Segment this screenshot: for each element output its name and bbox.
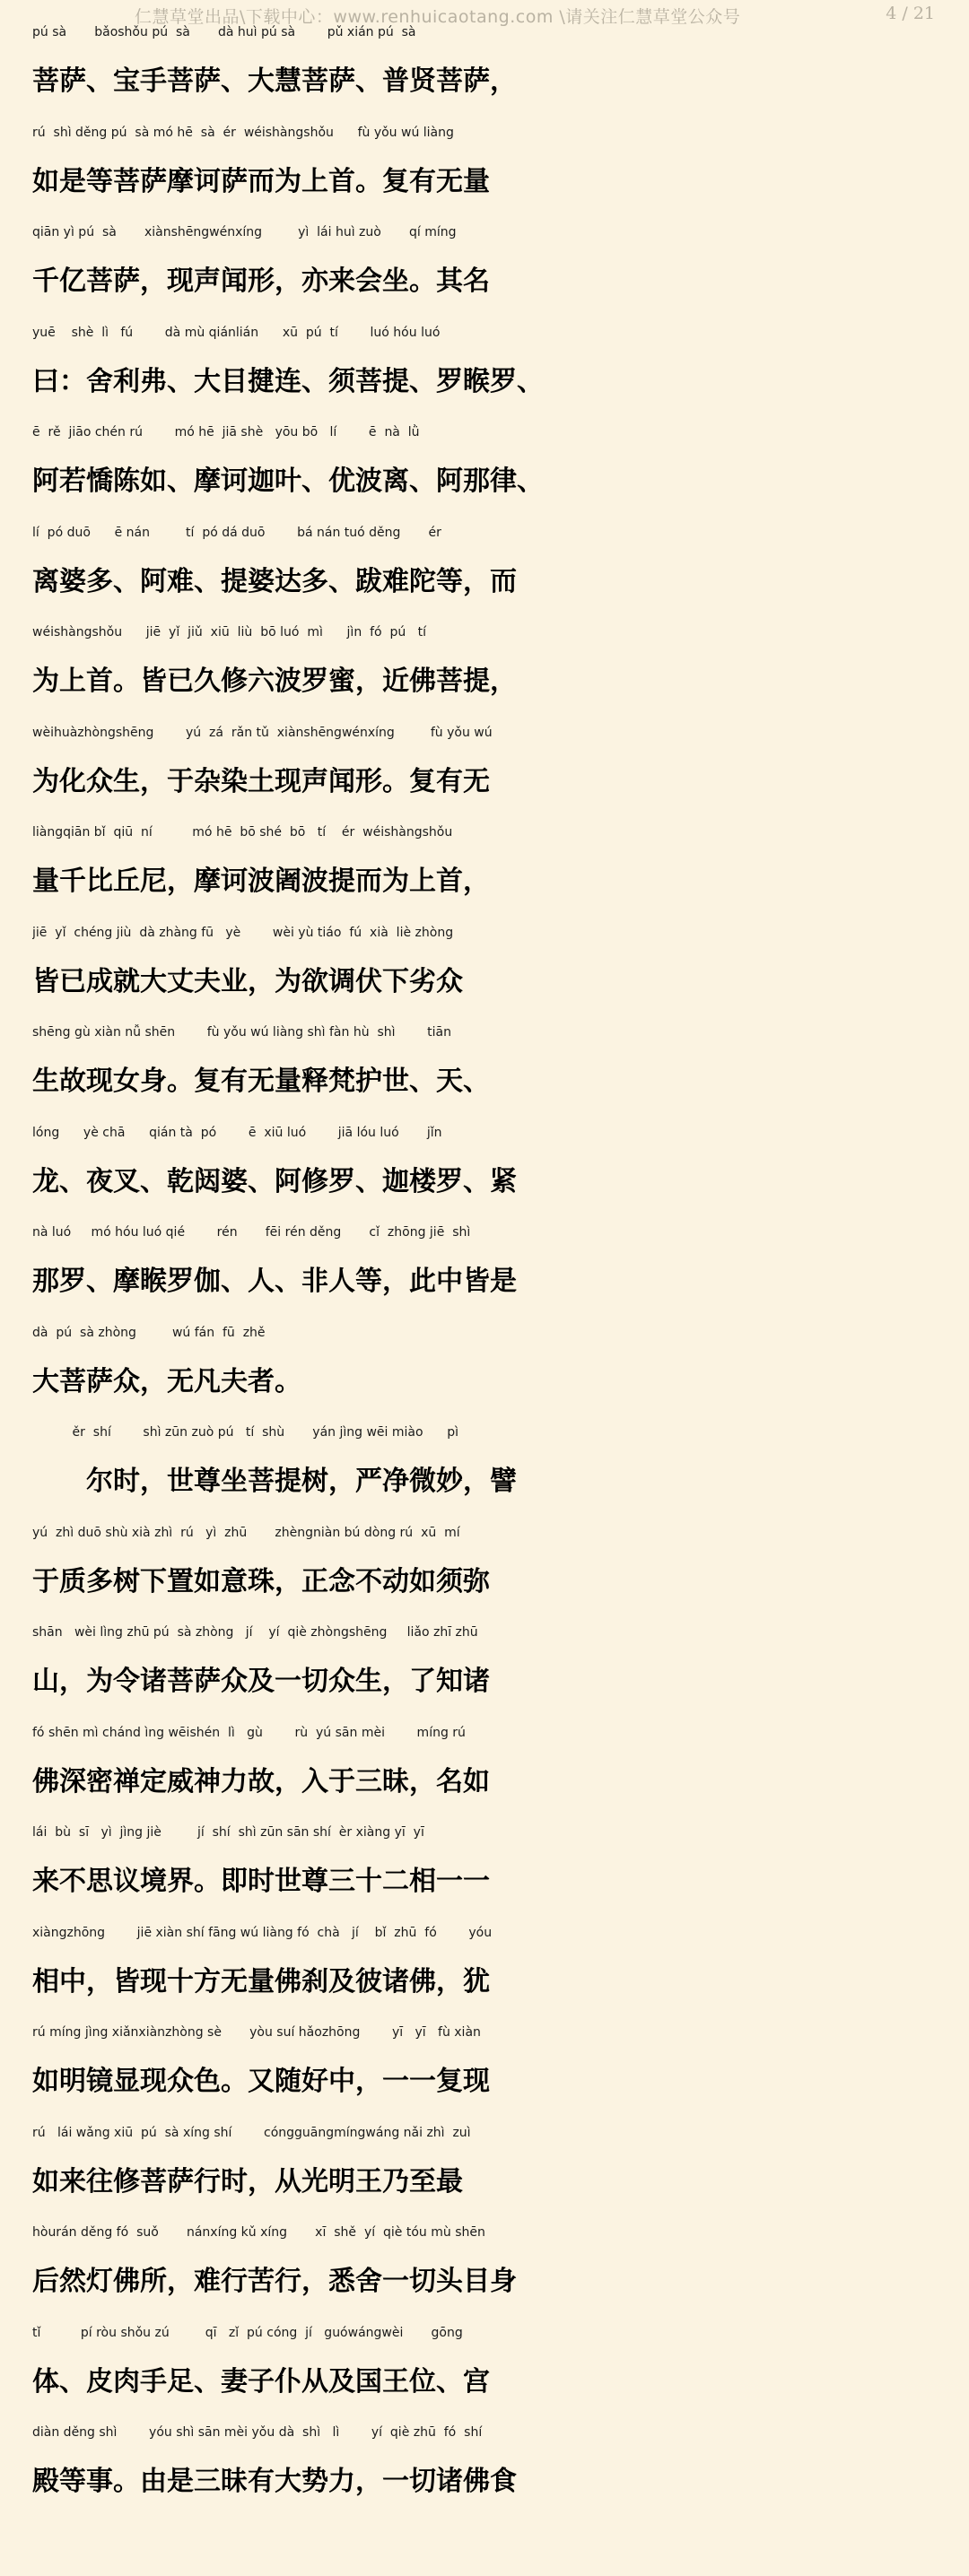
hanzi-line: 于质多树下置如意珠，正念不动如须弥 [32, 1565, 490, 1597]
pinyin-line: rú lái wǎng xiū pú sà xíng shí cóngguāngmíngwáng nǎi zhì zuì [32, 2125, 471, 2140]
hanzi-line: 来不思议境界。即时世尊三十二相一一 [32, 1866, 490, 1897]
pinyin-line: rú shì děng pú sà mó hē sà ér wéishàngshǒu fù yǒu wú liàng [32, 125, 454, 140]
pinyin-line: dà pú sà zhòng wú fán fū zhě [32, 1325, 266, 1340]
hanzi-line: 量千比丘尼，摩诃波阇波提而为上首， [32, 866, 490, 897]
hanzi-line: 如明镜显现众色。又随好中，一一复现 [32, 2066, 490, 2097]
hanzi-line: 山，为令诸菩萨众及一切众生，了知诸 [32, 1666, 490, 1697]
hanzi-line: 如是等菩萨摩诃萨而为上首。复有无量 [32, 165, 490, 197]
hanzi-line: 生故现女身。复有无量释梵护世、天、 [32, 1066, 490, 1097]
text-line [32, 616, 938, 715]
hanzi-line: 佛深密禅定威神力故，入于三昧，名如 [32, 1765, 490, 1797]
text-line [32, 517, 938, 615]
pinyin-line: rú míng jìng xiǎnxiànzhòng sè yòu suí hǎozhōng yī yī fù xiàn [32, 2025, 481, 2040]
text-line [32, 816, 938, 915]
text-line [32, 2117, 938, 2215]
text-line [32, 1216, 938, 1315]
pinyin-line: wéishàngshǒu jiē yǐ jiǔ xiū liù bō luó mì jìn fó pú tí [32, 625, 426, 640]
pinyin-line: liàngqiān bǐ qiū ní mó hē bō shé bō tí ér wéishàngshǒu [32, 825, 453, 840]
pinyin-line: qiān yì pú sà xiànshēngwénxíng yì lái huì zuò qí míng [32, 225, 457, 239]
hanzi-line: 为上首。皆已久修六波罗蜜，近佛菩提， [32, 666, 517, 697]
text-line [32, 2317, 938, 2415]
pinyin-line: diàn děng shì yóu shì sān mèi yǒu dà shì lì yí qiè zhū fó shí [32, 2425, 483, 2440]
text-line [32, 1317, 938, 1415]
hanzi-line: 菩萨、宝手菩萨、大慧菩萨、普贤菩萨， [32, 65, 517, 97]
text-line [32, 317, 938, 415]
pinyin-line: wèihuàzhòngshēng yú zá rǎn tǔ xiànshēngwénxíng fù yǒu wú [32, 725, 493, 740]
hanzi-line: 离婆多、阿难、提婆达多、跋难陀等，而 [32, 565, 517, 597]
text-line [32, 117, 938, 215]
hanzi-line: 皆已成就大丈夫业，为欲调伏下劣众 [32, 965, 463, 997]
page-number: 4 / 21 [886, 4, 935, 23]
pinyin-line: shān wèi lìng zhū pú sà zhòng jí yí qiè zhòngshēng liǎo zhī zhū [32, 1625, 478, 1640]
hanzi-line: 如来往修菩萨行时，从光明王乃至最 [32, 2165, 463, 2197]
hanzi-line: 殿等事。由是三昧有大势力，一切诸佛食 [32, 2466, 517, 2497]
text-line [32, 216, 938, 315]
text-line [32, 1416, 938, 1515]
pinyin-line: lí pó duō ē nán tí pó dá duō bá nán tuó děng ér [32, 525, 441, 540]
text-line [32, 2416, 938, 2515]
text-line [32, 1917, 938, 2015]
hanzi-line: 相中，皆现十方无量佛刹及彼诸佛，犹 [32, 1965, 490, 1997]
hanzi-line: 体、皮肉手足、妻子仆从及国王位、宫 [32, 2365, 490, 2398]
text-line [32, 416, 938, 515]
pinyin-line: lái bù sī yì jìng jiè jí shí shì zūn sān shí èr xiàng yī yī [32, 1825, 424, 1840]
pinyin-line: hòurán děng fó suǒ nánxíng kǔ xíng xī shě yí qiè tóu mù shēn [32, 2225, 485, 2240]
hanzi-line: 为化众生，于杂染土现声闻形。复有无 [32, 765, 490, 797]
text-line [32, 1117, 938, 1215]
text-line [32, 2016, 938, 2115]
hanzi-line: 尔时，世尊坐菩提树，严净微妙，譬 [32, 1466, 517, 1497]
hanzi-line: 大菩萨众，无凡夫者。 [32, 1365, 301, 1397]
text-line [32, 16, 938, 115]
hanzi-line: 后然灯佛所，难行苦行，悉舍一切头目身 [32, 2266, 517, 2297]
text-line [32, 1517, 938, 1615]
pinyin-line: fó shēn mì chánd ìng wēishén lì gù rù yú sān mèi míng rú [32, 1725, 466, 1740]
pinyin-line: ěr shí shì zūn zuò pú tí shù yán jìng wēi miào pì [32, 1425, 459, 1440]
text-line [32, 1816, 938, 1915]
header-text: 仁慧草堂出品\下载中心：www.renhuicaotang.com \请关注仁慧草堂公众号 [135, 7, 741, 27]
pinyin-line: xiàngzhōng jiē xiàn shí fāng wú liàng fó chà jí bǐ zhū fó yóu [32, 1925, 493, 1940]
hanzi-line: 那罗、摩睺罗伽、人、非人等，此中皆是 [32, 1266, 517, 1297]
hanzi-line: 千亿菩萨，现声闻形，亦来会坐。其名 [32, 265, 490, 297]
hanzi-line: 曰：舍利弗、大目揵连、须菩提、罗睺罗、 [32, 365, 544, 397]
text-line [32, 717, 938, 815]
text-line [32, 917, 938, 1015]
text-line [32, 2216, 938, 2315]
pinyin-line: jiē yǐ chéng jiù dà zhàng fū yè wèi yù tiáo fú xià liè zhòng [32, 925, 454, 940]
pinyin-line: yú zhì duō shù xià zhì rú yì zhū zhèngniàn bú dòng rú xū mí [32, 1525, 460, 1540]
pinyin-line: yuē shè lì fú dà mù qiánlián xū pú tí luó hóu luó [32, 325, 441, 340]
pinyin-line: lóng yè chā qián tà pó ē xiū luó jiā lóu luó jǐn [32, 1125, 442, 1140]
pinyin-line: ē rě jiāo chén rú mó hē jiā shè yōu bō lí ē nà lǜ [32, 425, 420, 439]
pinyin-line: pú sà bǎoshǒu pú sà dà huì pú sà pǔ xián pú sà [32, 25, 416, 39]
hanzi-line: 龙、夜叉、乾闼婆、阿修罗、迦楼罗、紧 [32, 1165, 517, 1197]
text-line [32, 1717, 938, 1815]
pinyin-line: shēng gù xiàn nǚ shēn fù yǒu wú liàng shì fàn hù shì tiān [32, 1025, 451, 1040]
pinyin-line: nà luó mó hóu luó qié rén fēi rén děng cǐ zhōng jiē shì [32, 1225, 471, 1240]
pinyin-line: tǐ pí ròu shǒu zú qī zǐ pú cóng jí guówángwèi gōng [32, 2325, 463, 2340]
text-line [32, 1616, 938, 1715]
hanzi-line: 阿若憍陈如、摩诃迦叶、优波离、阿那律、 [32, 466, 544, 497]
text-line [32, 1016, 938, 1115]
